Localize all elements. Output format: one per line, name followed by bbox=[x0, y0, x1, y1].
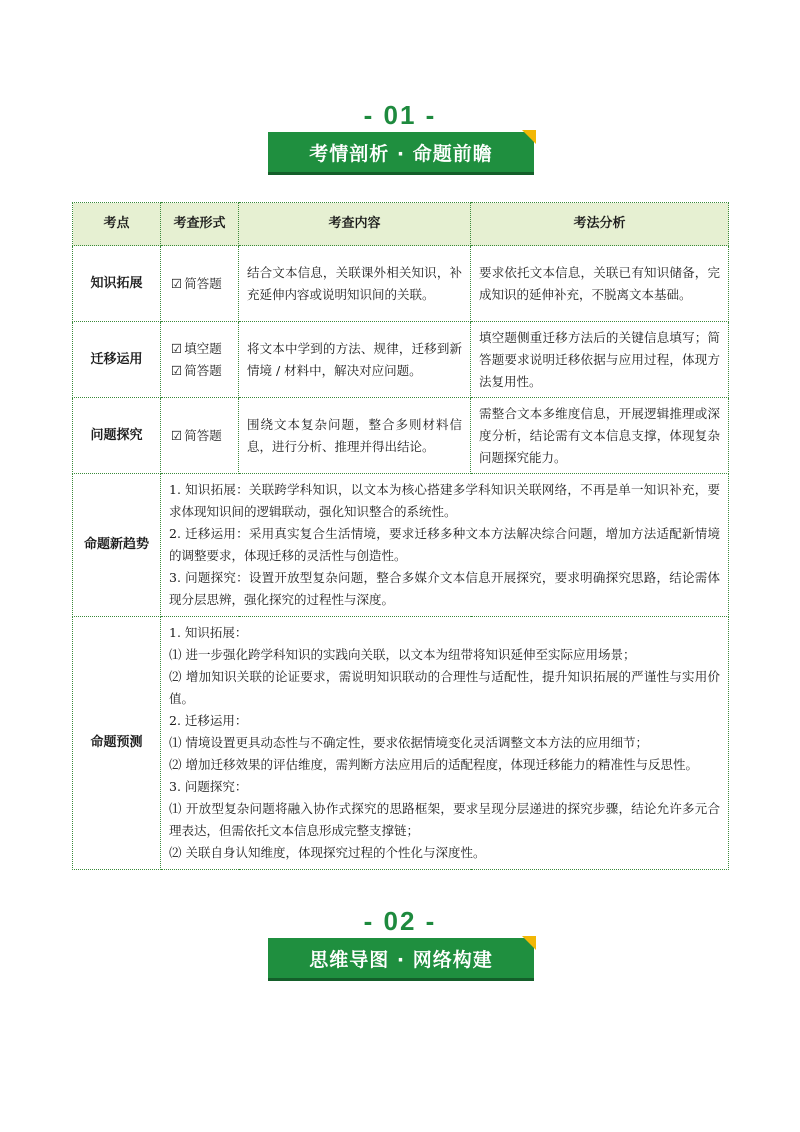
forecast-line: ⑴ 情境设置更具动态性与不确定性，要求依据情境变化灵活调整文本方法的应用细节； bbox=[169, 735, 648, 750]
table-row bbox=[73, 398, 729, 474]
trend-content bbox=[161, 474, 729, 617]
header-analysis: 考法分析 bbox=[471, 203, 729, 246]
forecast-line: 1. 知识拓展： bbox=[169, 625, 248, 640]
row-analysis: 填空题侧重迁移方法后的关键信息填写；简答题要求说明迁移依据与应用过程，体现方法复用性。 bbox=[471, 322, 729, 398]
section-banner-01 bbox=[268, 132, 534, 175]
checkbox-icon: ☑ bbox=[171, 362, 183, 378]
banner-corner-decoration bbox=[522, 936, 536, 950]
forecast-line: 3. 问题探究： bbox=[169, 779, 248, 794]
row-content: 围绕文本复杂问题，整合多则材料信息，进行分析、推理并得出结论。 bbox=[239, 398, 471, 474]
trend-line: 3. 问题探究：设置开放型复杂问题，整合多媒介文本信息开展探究，要求明确探究思路，结论需体现分层思辨，强化探究的过程性与深度。 bbox=[169, 570, 720, 607]
row-content: 结合文本信息，关联课外相关知识，补充延伸内容或说明知识间的关联。 bbox=[239, 246, 471, 322]
section-number-02: - 02 - bbox=[363, 906, 437, 936]
header-content: 考查内容 bbox=[239, 203, 471, 246]
row-point: 知识拓展 bbox=[73, 246, 161, 322]
form-item: ☑ 简答题 bbox=[171, 362, 222, 378]
checkbox-icon: ☑ bbox=[171, 427, 183, 443]
form-item: ☑ 简答题 bbox=[171, 275, 222, 291]
section-title-02: 思维导图 · 网络构建 bbox=[309, 948, 493, 971]
forecast-line: 2. 迁移运用： bbox=[169, 713, 248, 728]
trend-line: 2. 迁移运用：采用真实复合生活情境，要求迁移多种文本方法解决综合问题，增加方法适配新情境的调整要求，体现迁移的灵活性与创造性。 bbox=[169, 526, 720, 563]
header-point: 考点 bbox=[73, 203, 161, 246]
row-content: 将文本中学到的方法、规律，迁移到新情境 / 材料中，解决对应问题。 bbox=[239, 322, 471, 398]
forecast-line: ⑴ 开放型复杂问题将融入协作式探究的思路框架，要求呈现分层递进的探究步骤，结论允许多元合理表达，但需依托文本信息形成完整支撑链； bbox=[169, 801, 720, 838]
forecast-line: ⑵ 增加迁移效果的评估维度，需判断方法应用后的适配程度，体现迁移能力的精准性与反思性。 bbox=[169, 757, 698, 772]
form-item: ☑ 填空题 bbox=[171, 340, 222, 356]
exam-analysis-table bbox=[72, 202, 729, 870]
forecast-content bbox=[161, 617, 729, 870]
forecast-row bbox=[73, 617, 729, 870]
row-forms bbox=[161, 398, 239, 474]
table-row bbox=[73, 322, 729, 398]
row-point: 问题探究 bbox=[73, 398, 161, 474]
section-title-01: 考情剖析 · 命题前瞻 bbox=[309, 142, 493, 165]
row-forms bbox=[161, 246, 239, 322]
trend-line: 1. 知识拓展：关联跨学科知识，以文本为核心搭建多学科知识关联网络，不再是单一知识补充，要求体现知识间的逻辑联动，强化知识整合的系统性。 bbox=[169, 482, 720, 519]
forecast-line: ⑵ 增加知识关联的论证要求，需说明知识联动的合理性与适配性，提升知识拓展的严谨性与实用价值。 bbox=[169, 669, 720, 706]
section-banner-02 bbox=[268, 938, 534, 981]
table-header-row bbox=[73, 203, 729, 246]
forecast-label: 命题预测 bbox=[73, 617, 161, 870]
banner-corner-decoration bbox=[522, 130, 536, 144]
form-item: ☑ 简答题 bbox=[171, 427, 222, 443]
row-analysis: 需整合文本多维度信息，开展逻辑推理或深度分析，结论需有文本信息支撑，体现复杂问题探究能力。 bbox=[471, 398, 729, 474]
forecast-line: ⑵ 关联自身认知维度，体现探究过程的个性化与深度性。 bbox=[169, 845, 486, 860]
forecast-line: ⑴ 进一步强化跨学科知识的实践向关联，以文本为纽带将知识延伸至实际应用场景； bbox=[169, 647, 636, 662]
table-row bbox=[73, 246, 729, 322]
row-point: 迁移运用 bbox=[73, 322, 161, 398]
row-analysis: 要求依托文本信息，关联已有知识储备，完成知识的延伸补充，不脱离文本基础。 bbox=[471, 246, 729, 322]
trend-row bbox=[73, 474, 729, 617]
section-number-01: - 01 - bbox=[363, 100, 437, 130]
checkbox-icon: ☑ bbox=[171, 275, 183, 291]
checkbox-icon: ☑ bbox=[171, 340, 183, 356]
trend-label: 命题新趋势 bbox=[73, 474, 161, 617]
header-form: 考查形式 bbox=[161, 203, 239, 246]
row-forms bbox=[161, 322, 239, 398]
